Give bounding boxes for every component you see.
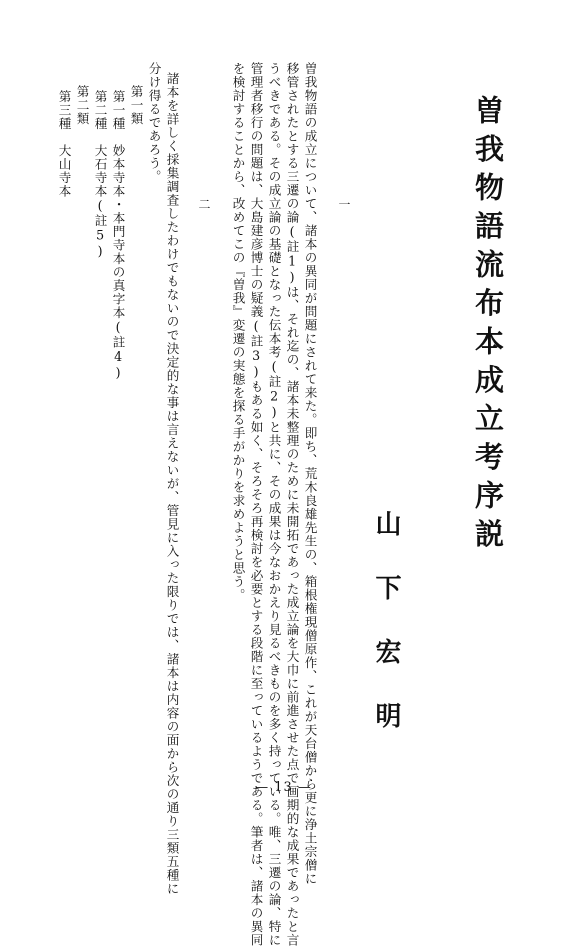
body-line: 分け得るであろう。 — [146, 62, 162, 184]
article-title: 曽我物語流布本成立考序説 — [471, 95, 505, 557]
body-line: 諸本を詳しく採集調査したわけでもないので決定的な事は言えないが、管見に入った限りでは、諸本は内容の面から次の通り三類五種に — [164, 72, 180, 896]
body-line: 管理者移行の問題は、大島建彦博士の疑義(註3)もある如く、そろそろ再検討を必要とする段階に至っているようである。筆者は、諸本の異同 — [248, 62, 264, 947]
classification-item: 第二種 大石寺本(註5) — [92, 90, 108, 260]
classification-item: 第二類 — [74, 85, 90, 126]
body-line: 曽我物語の成立について、諸本の異同が問題にされて来た。即ち、荒木良雄先生の、箱根権現僧原作、これが天台僧から更に浄土宗僧に — [302, 62, 318, 886]
classification-item: 第一類 — [128, 85, 144, 126]
author-name: 山下宏明 — [371, 510, 401, 766]
page-number: — 13 — — [255, 780, 312, 795]
classification-item: 第一種 妙本寺本・本門寺本の真字本(註4) — [110, 90, 126, 381]
body-line: うべきである。その成立論の基礎となった伝本考(註2)と共に、その成果は今なおかえり見るべきものを多く持っている。唯、三遷の論、特に — [266, 62, 282, 947]
classification-item: 第三種 大山寺本 — [56, 90, 72, 198]
body-line: を検討することから、改めてこの『曽我』変遷の実態を探る手がかりを求めようと思う。 — [230, 62, 246, 602]
section-heading-1: 一 — [337, 198, 351, 210]
body-line: 移管されたとする三遷の論(註1)は、それ迄の、諸本未整理のために未開拓であった成立論を大巾に前進させた点で画期的な成果であったと言 — [284, 62, 300, 947]
section-heading-2: 二 — [197, 198, 211, 210]
